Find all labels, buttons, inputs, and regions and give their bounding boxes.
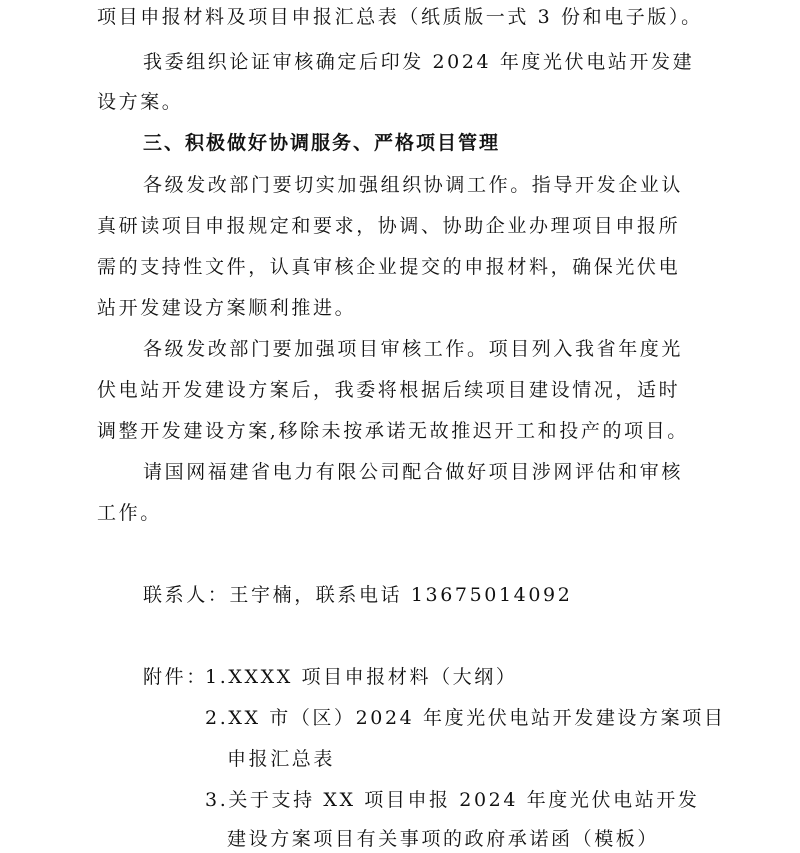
- attachment-item-2-line2: 申报汇总表: [227, 748, 336, 770]
- para2-line1: 我委组织论证审核确定后印发 2024 年度光伏电站开发建: [143, 51, 695, 73]
- para4-line1: 各级发改部门要加强项目审核工作。项目列入我省年度光: [143, 338, 684, 360]
- para2-line2: 设方案。: [97, 91, 184, 113]
- para3-line3: 需的支持性文件，认真审核企业提交的申报材料，确保光伏电: [97, 256, 681, 278]
- para5-line1: 请国网福建省电力有限公司配合做好项目涉网评估和审核: [143, 461, 684, 483]
- attachments-label: 附件：: [143, 666, 208, 688]
- para5-line2: 工作。: [97, 502, 162, 524]
- attachment-item-3-line2: 建设方案项目有关事项的政府承诺函（模板）: [227, 828, 660, 850]
- section-heading-3: 三、积极做好协调服务、严格项目管理: [143, 132, 501, 154]
- attachment-item-3-line1: 3.关于支持 XX 项目申报 2024 年度光伏电站开发: [205, 789, 700, 811]
- contact-line: 联系人：王宇楠，联系电话 13675014092: [143, 584, 573, 606]
- para4-line3: 调整开发建设方案,移除未按承诺无故推迟开工和投产的项目。: [97, 420, 689, 442]
- para1-line1: 项目申报材料及项目申报汇总表（纸质版一式 3 份和电子版）。: [97, 6, 703, 28]
- attachment-item-2-line1: 2.XX 市（区）2024 年度光伏电站开发建设方案项目: [205, 707, 726, 729]
- para3-line4: 站开发建设方案顺利推进。: [97, 297, 357, 319]
- para3-line2: 真研读项目申报规定和要求，协调、协助企业办理项目申报所: [97, 215, 681, 237]
- para3-line1: 各级发改部门要切实加强组织协调工作。指导开发企业认: [143, 174, 684, 196]
- attachment-item-1: 1.XXXX 项目申报材料（大纲）: [205, 666, 518, 688]
- para4-line2: 伏电站开发建设方案后，我委将根据后续项目建设情况，适时: [97, 379, 681, 401]
